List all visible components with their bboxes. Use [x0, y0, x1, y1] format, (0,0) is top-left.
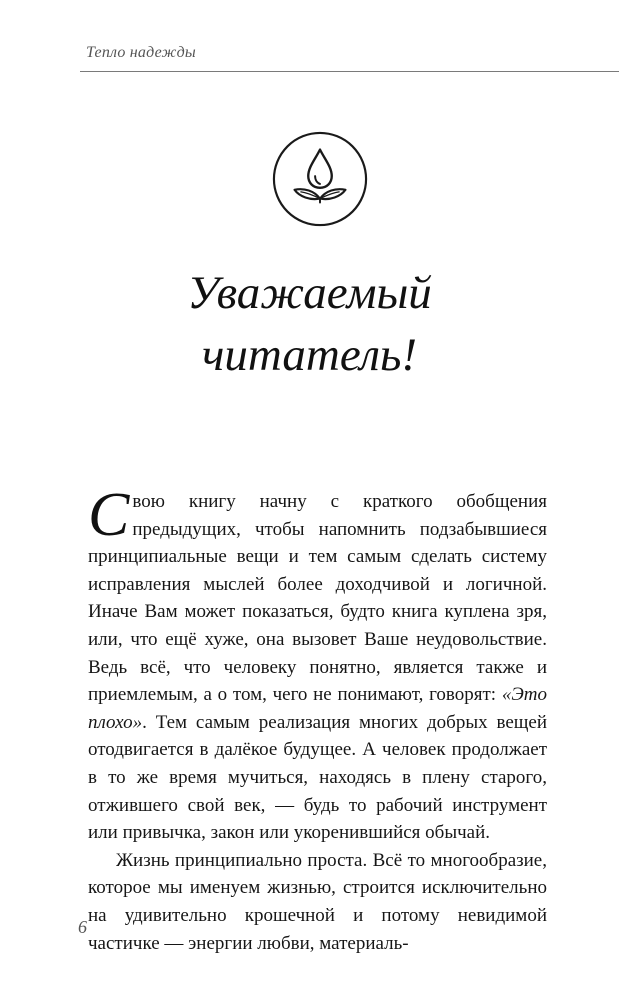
- paragraph-1-start: вою книгу начну с краткого обобщения предыдущих, чтобы напомнить подзабывшиеся принципиальные вещи и тем самым сделать систему исправления мыслей более доходчивой и логичной. Иначе Вам может показаться, будто книга куплена зря, или, что ещё хуже, она вызовет Ваше неудовольствие. Ведь всё, что человеку понятно, является также и приемлемым, а о том, чего не понимают, говорят:: [88, 491, 547, 706]
- water-drop-emblem-icon: [271, 130, 369, 228]
- paragraph-2: Жизнь принципиально проста. Всё то многообразие, которое мы именуем жизнью, строится исключительно на удивительно крошечной и потому невидимой частичке — энергии любви, материаль-: [88, 849, 547, 954]
- body-text: [88, 481, 547, 957]
- header-rule: [80, 71, 619, 72]
- page-number: 6: [78, 917, 87, 937]
- paragraph-1-end: . Тем самым реализация многих добрых вещей отодвигается в далёкое будущее. А человек продолжает в то же время мучиться, находясь в плену старого, отжившего свой век, — будь то рабочий инструмент или привычка, закон или укоренившийся обычай.: [88, 711, 547, 844]
- quoted-phrase: «Это плохо»: [88, 684, 547, 733]
- running-title: Тепло надежды: [86, 44, 196, 61]
- paragraph-1: [88, 481, 547, 847]
- drop-cap: С: [88, 481, 130, 549]
- title-line-1: Уважаемый: [187, 267, 432, 319]
- title-line-2: читатель!: [201, 329, 418, 381]
- page-title: [0, 262, 619, 386]
